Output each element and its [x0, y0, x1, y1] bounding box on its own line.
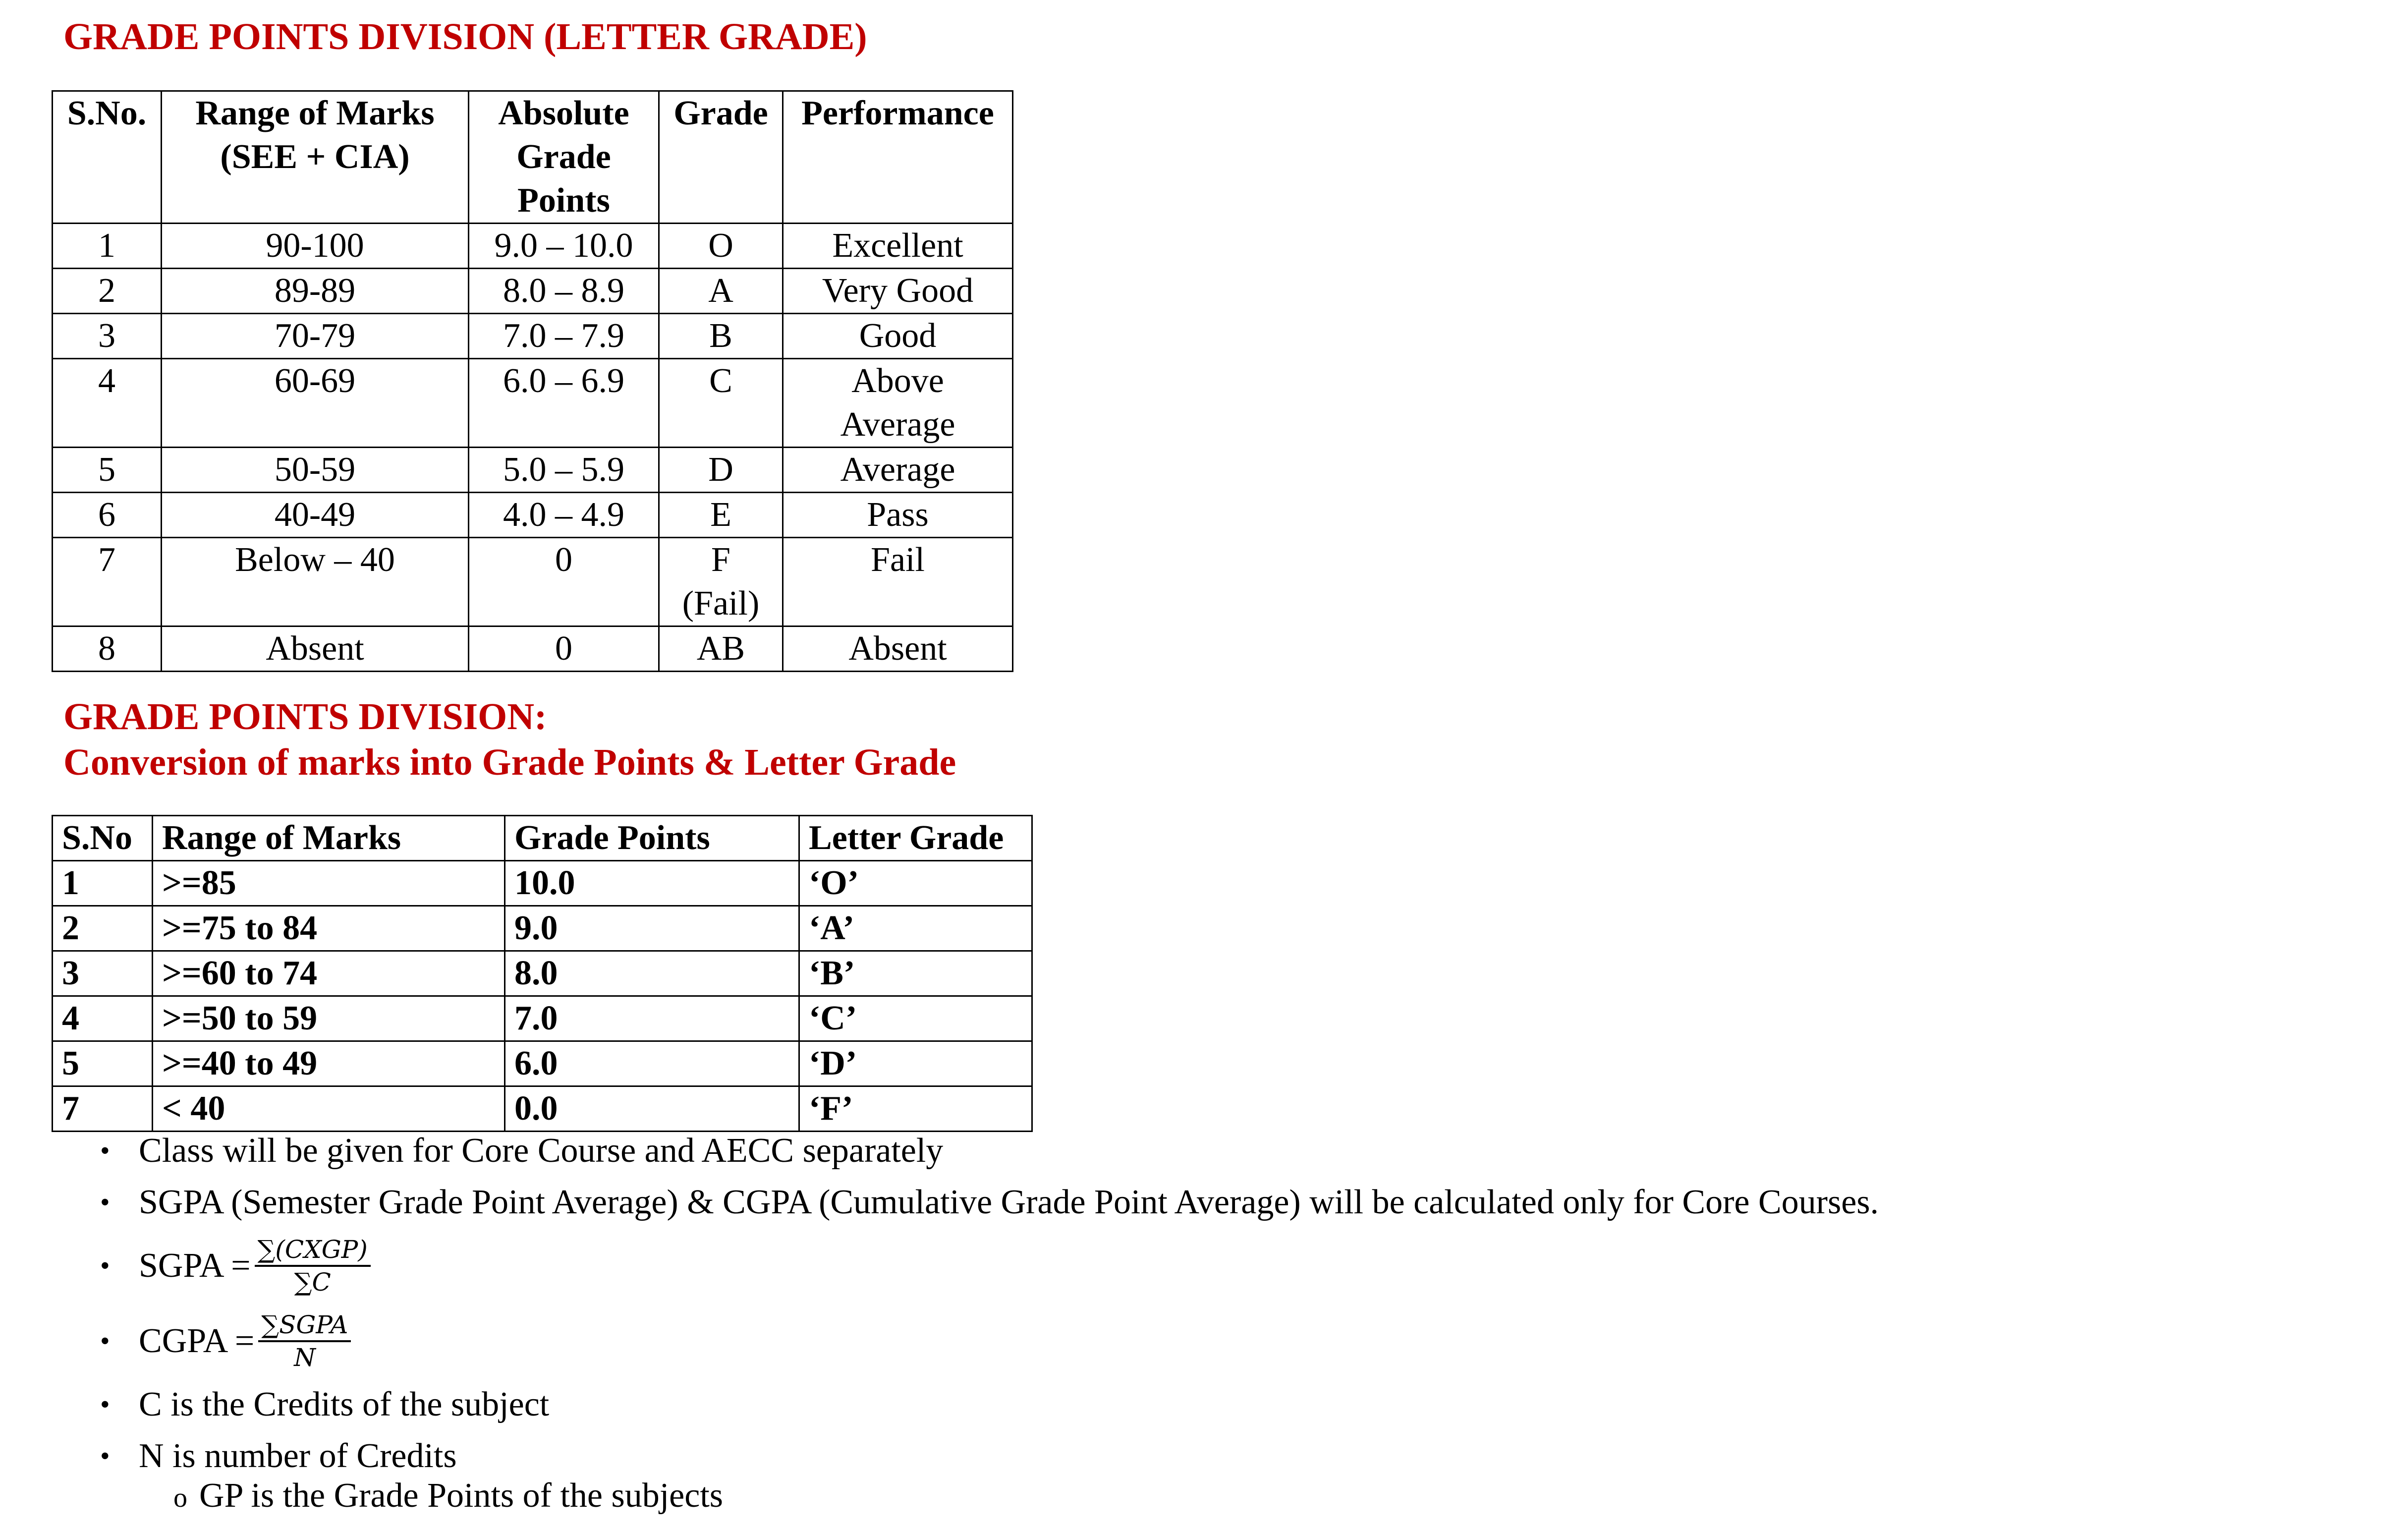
table-cell [469, 626, 659, 672]
header-line: Points [517, 181, 610, 220]
note-cgpa-formula [94, 1304, 1879, 1379]
cell-line: 90-100 [266, 227, 364, 265]
table-cell [53, 269, 162, 314]
table-cell [469, 448, 659, 493]
table-cell: ‘O’ [799, 861, 1032, 906]
cell-line: Absent [848, 629, 947, 668]
table-cell: 7.0 [505, 996, 799, 1041]
cell-line: 2 [98, 272, 115, 310]
table-cell: >=75 to 84 [153, 906, 505, 951]
sgpa-label: SGPA = [139, 1247, 251, 1285]
table-cell: 6.0 [505, 1041, 799, 1086]
letter-grade-table-body [53, 224, 1013, 672]
table-cell [53, 359, 162, 448]
note-credits-definition [94, 1379, 1879, 1430]
bullet-icon: • [100, 1389, 110, 1420]
table-cell: 1 [53, 861, 153, 906]
table-cell [162, 448, 469, 493]
cgpa-label: CGPA = [139, 1322, 255, 1360]
header-line: S.No. [67, 94, 147, 132]
note-sgpa-formula [94, 1228, 1879, 1304]
table-cell [53, 314, 162, 359]
conversion-title-line2: Conversion of marks into Grade Points & Letter Grade [63, 741, 956, 783]
table-row [53, 996, 1032, 1041]
cell-line: (Fail) [682, 584, 760, 623]
table-cell [659, 538, 783, 626]
table-cell [469, 269, 659, 314]
column-header [783, 91, 1013, 224]
cell-line: 0 [555, 629, 572, 668]
cell-line: O [708, 227, 733, 265]
note-text: Class will be given for Core Course and AECC separately [139, 1132, 944, 1170]
sgpa-numerator: ∑(CXGP) [255, 1234, 371, 1267]
cell-line: AB [696, 629, 745, 668]
cell-line: Fail [871, 541, 925, 579]
sgpa-denominator: ∑C [294, 1268, 331, 1297]
table-cell [162, 224, 469, 269]
header-line: Range of Marks [195, 94, 435, 132]
conversion-table [52, 815, 1033, 1132]
column-header [53, 91, 162, 224]
table-cell [469, 314, 659, 359]
note-text: SGPA (Semester Grade Point Average) & CGPA (Cumulative Grade Point Average) will be calculated only for Core Courses. [139, 1183, 1879, 1221]
cgpa-denominator: N [294, 1343, 316, 1372]
table-cell: 2 [53, 906, 153, 951]
table-cell: ‘A’ [799, 906, 1032, 951]
table-cell [53, 448, 162, 493]
table-cell [469, 493, 659, 538]
bullet-icon: • [100, 1187, 110, 1218]
table-row [53, 314, 1013, 359]
cell-line: 4.0 – 4.9 [503, 496, 624, 534]
bullet-icon: • [100, 1441, 110, 1472]
cell-line: 6 [98, 496, 115, 534]
circle-bullet-icon: o [173, 1482, 187, 1513]
bullet-icon: • [100, 1136, 110, 1166]
table-cell: >=85 [153, 861, 505, 906]
cell-line: B [709, 317, 732, 355]
table-cell: >=60 to 74 [153, 951, 505, 996]
notes-list [94, 1125, 1879, 1482]
table-row [53, 1086, 1032, 1132]
table-cell: 8.0 [505, 951, 799, 996]
table-cell [469, 538, 659, 626]
conversion-table-header [53, 816, 1032, 861]
cell-line: Above [851, 362, 944, 400]
conversion-table-body [53, 861, 1032, 1132]
table-row [53, 538, 1013, 626]
table-row [53, 626, 1013, 672]
column-header [469, 91, 659, 224]
table-cell [783, 269, 1013, 314]
table-cell [162, 269, 469, 314]
header-row [53, 91, 1013, 224]
cell-line: 6.0 – 6.9 [503, 362, 624, 400]
table-cell [162, 626, 469, 672]
cell-line: Very Good [822, 272, 974, 310]
header-line: (SEE + CIA) [220, 138, 410, 176]
cell-line: 8 [98, 629, 115, 668]
table-cell [783, 626, 1013, 672]
note-gp-definition [173, 1473, 723, 1521]
table-cell [53, 626, 162, 672]
bullet-icon: • [100, 1250, 110, 1281]
cell-line: Excellent [832, 227, 963, 265]
table-cell: 10.0 [505, 861, 799, 906]
cell-line: A [708, 272, 733, 310]
letter-grade-table-header [53, 91, 1013, 224]
table-cell: >=40 to 49 [153, 1041, 505, 1086]
table-row [53, 224, 1013, 269]
sgpa-fraction [255, 1234, 371, 1298]
cell-line: 1 [98, 227, 115, 265]
table-cell: ‘F’ [799, 1086, 1032, 1132]
table-row [53, 906, 1032, 951]
table-cell [783, 448, 1013, 493]
table-cell [53, 538, 162, 626]
table-cell [659, 314, 783, 359]
table-cell [659, 448, 783, 493]
cell-line: Absent [266, 629, 364, 668]
note-text: C is the Credits of the subject [139, 1385, 550, 1423]
cell-line: 40-49 [274, 496, 356, 534]
column-header [162, 91, 469, 224]
table-cell [783, 314, 1013, 359]
column-header: Grade Points [505, 816, 799, 861]
table-cell: 4 [53, 996, 153, 1041]
note-class-separate [94, 1125, 1879, 1177]
cell-line: 89-89 [274, 272, 356, 310]
header-line: Performance [801, 94, 994, 132]
table-row [53, 359, 1013, 448]
cell-line: Good [859, 317, 937, 355]
cell-line: 4 [98, 362, 115, 400]
cell-line: 60-69 [274, 362, 356, 400]
table-cell: 5 [53, 1041, 153, 1086]
cell-line: 0 [555, 541, 572, 579]
table-row [53, 861, 1032, 906]
cell-line: Pass [867, 496, 929, 534]
table-cell [783, 493, 1013, 538]
note-text: GP is the Grade Points of the subjects [199, 1477, 724, 1515]
table-cell [53, 224, 162, 269]
cell-line: 70-79 [274, 317, 356, 355]
cell-line: F [711, 541, 730, 579]
table-cell: 0.0 [505, 1086, 799, 1132]
table-cell: 9.0 [505, 906, 799, 951]
table-row [53, 448, 1013, 493]
table-cell [659, 493, 783, 538]
header-line: Grade [673, 94, 768, 132]
table-cell [659, 224, 783, 269]
table-cell [659, 269, 783, 314]
table-cell [469, 224, 659, 269]
conversion-title-line1: GRADE POINTS DIVISION: [63, 696, 547, 738]
header-line: Absolute [498, 94, 629, 132]
cell-line: 9.0 – 10.0 [494, 227, 633, 265]
table-cell [783, 359, 1013, 448]
cell-line: Average [840, 451, 955, 489]
table-cell [53, 493, 162, 538]
table-cell: 7 [53, 1086, 153, 1132]
column-header: S.No [53, 816, 153, 861]
cell-line: 7.0 – 7.9 [503, 317, 624, 355]
table-cell: < 40 [153, 1086, 505, 1132]
cell-line: 7 [98, 541, 115, 579]
column-header: Letter Grade [799, 816, 1032, 861]
table-cell [162, 314, 469, 359]
cgpa-numerator: ∑SGPA [258, 1309, 351, 1342]
cell-line: Average [840, 405, 955, 444]
table-cell [659, 626, 783, 672]
cell-line: 3 [98, 317, 115, 355]
note-sgpa-cgpa-core [94, 1177, 1879, 1228]
letter-grade-title: GRADE POINTS DIVISION (LETTER GRADE) [63, 16, 867, 57]
table-cell: ‘D’ [799, 1041, 1032, 1086]
table-row [53, 951, 1032, 996]
cell-line: C [709, 362, 732, 400]
bullet-icon: • [100, 1326, 110, 1357]
table-cell [469, 359, 659, 448]
cell-line: 5 [98, 451, 115, 489]
table-cell [783, 224, 1013, 269]
table-row [53, 493, 1013, 538]
column-header [659, 91, 783, 224]
table-cell [659, 359, 783, 448]
table-cell: ‘B’ [799, 951, 1032, 996]
table-cell [162, 359, 469, 448]
column-header: Range of Marks [153, 816, 505, 861]
cgpa-fraction [258, 1309, 351, 1373]
letter-grade-table [52, 90, 1013, 672]
table-cell [783, 538, 1013, 626]
header-line: Grade [516, 138, 611, 176]
table-cell [162, 538, 469, 626]
cell-line: 50-59 [274, 451, 356, 489]
table-cell: 3 [53, 951, 153, 996]
table-row [53, 1041, 1032, 1086]
note-text: N is number of Credits [139, 1437, 457, 1475]
cell-line: E [710, 496, 731, 534]
table-cell: ‘C’ [799, 996, 1032, 1041]
cell-line: D [708, 451, 733, 489]
table-cell [162, 493, 469, 538]
cell-line: 5.0 – 5.9 [503, 451, 624, 489]
cell-line: 8.0 – 8.9 [503, 272, 624, 310]
table-row [53, 269, 1013, 314]
table-cell: >=50 to 59 [153, 996, 505, 1041]
header-row [53, 816, 1032, 861]
cell-line: Below – 40 [235, 541, 395, 579]
